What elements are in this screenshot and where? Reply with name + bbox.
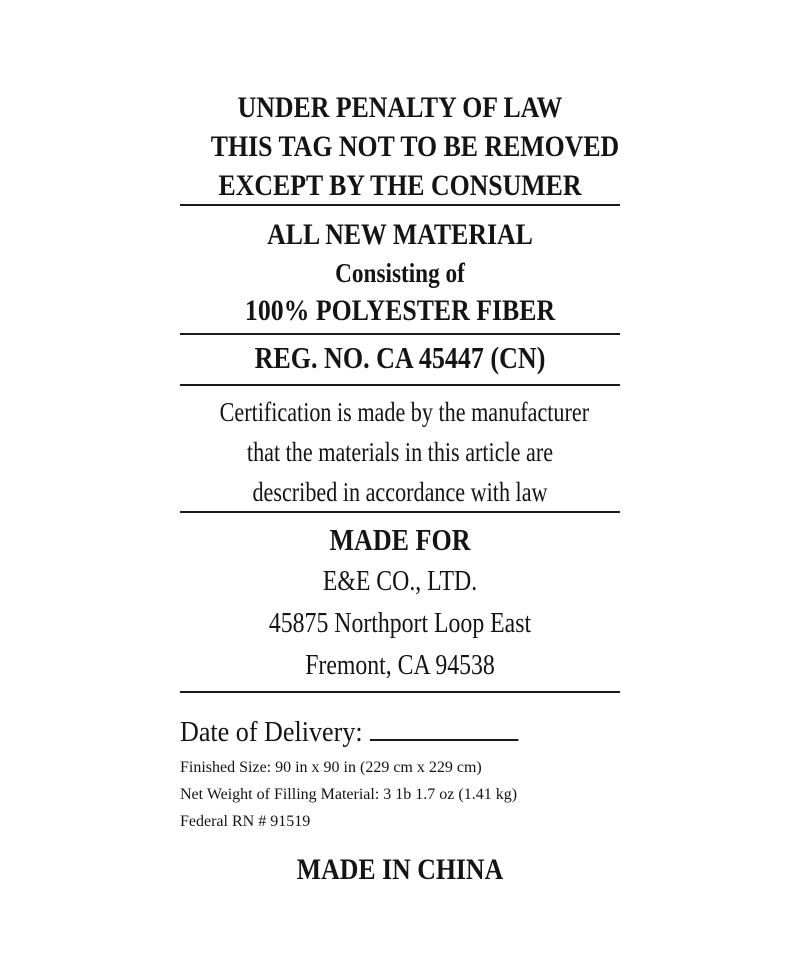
federal-rn: Federal RN # 91519 bbox=[180, 813, 311, 830]
finished-size: Finished Size: 90 in x 90 in (229 cm x 229 cm) bbox=[180, 759, 482, 776]
registration-section bbox=[180, 338, 620, 378]
divider bbox=[180, 204, 620, 206]
certification-line-2: that the materials in this article are bbox=[246, 437, 554, 467]
certification-section bbox=[180, 392, 620, 512]
warning-section bbox=[180, 88, 620, 205]
street-address: 45875 Northport Loop East bbox=[268, 607, 532, 639]
made-in-text: MADE IN CHINA bbox=[296, 853, 504, 886]
delivery-date-blank bbox=[370, 721, 519, 741]
net-weight: Net Weight of Filling Material: 3 1b 1.7 oz (1.41 kg) bbox=[180, 786, 518, 803]
warning-line-3: EXCEPT BY THE CONSUMER bbox=[218, 169, 582, 202]
certification-line-3: described in accordance with law bbox=[252, 477, 548, 507]
material-line-1: ALL NEW MATERIAL bbox=[267, 218, 533, 251]
delivery-row bbox=[180, 710, 576, 754]
registration-number: REG. NO. CA 45447 (CN) bbox=[254, 340, 546, 375]
divider bbox=[180, 511, 620, 513]
law-label-tag bbox=[180, 80, 620, 900]
country-of-origin bbox=[180, 850, 620, 890]
company-name: E&E CO., LTD. bbox=[322, 565, 478, 597]
material-section bbox=[180, 216, 620, 330]
certification-line-1: Certification is made by the manufacturer bbox=[219, 397, 590, 427]
made-for-heading: MADE FOR bbox=[329, 522, 471, 557]
warning-line-1: UNDER PENALTY OF LAW bbox=[237, 91, 563, 124]
warning-line-2: THIS TAG NOT TO BE REMOVED bbox=[210, 130, 620, 163]
delivery-label: Date of Delivery: bbox=[180, 716, 363, 748]
material-line-3: 100% POLYESTER FIBER bbox=[244, 294, 556, 327]
divider bbox=[180, 691, 620, 693]
made-for-section bbox=[180, 520, 620, 686]
details-section bbox=[180, 710, 620, 835]
city-state-zip: Fremont, CA 94538 bbox=[305, 649, 495, 681]
material-line-2: Consisting of bbox=[335, 258, 465, 288]
divider bbox=[180, 384, 620, 386]
divider bbox=[180, 333, 620, 335]
